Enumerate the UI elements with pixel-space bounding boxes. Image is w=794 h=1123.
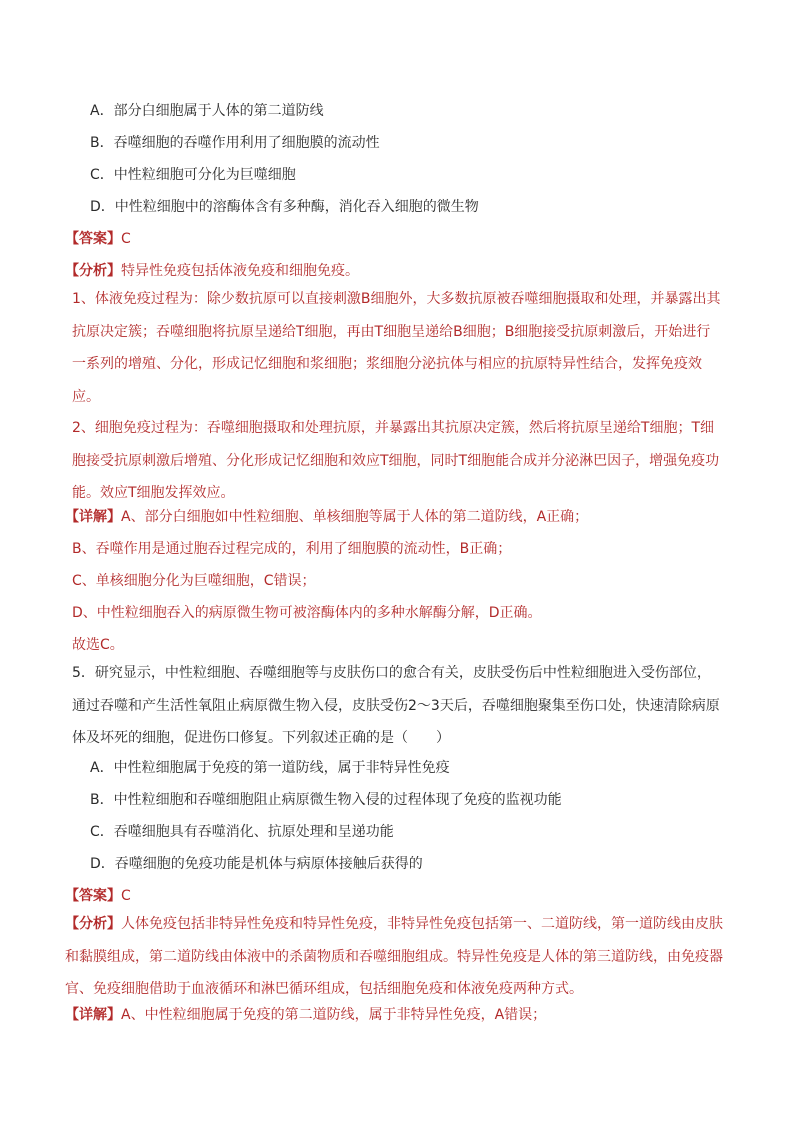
q4-option-a: A．部分白细胞属于人体的第二道防线 xyxy=(90,103,324,119)
q4-detail-b: B、吞噬作用是通过胞吞过程完成的，利用了细胞膜的流动性，B正确； xyxy=(72,541,512,557)
analysis-label: 【分析】 xyxy=(65,263,121,279)
q4-detail-a xyxy=(65,507,588,527)
q4-analysis-humoral: 1、体液免疫过程为：除少数抗原可以直接刺激B细胞外，大多数抗原被吞噬细胞摄取和处理，并暴露出其抗原决定簇；吞噬细胞将抗原呈递给T细胞，再由T细胞呈递给B细胞；B细胞接受抗原刺激后，开始进行一系列的增殖、分化，形成记忆细胞和浆细胞；浆细胞分泌抗体与相应的抗原特异性结合，发挥免疫效应。 xyxy=(72,291,721,405)
answer-value: C xyxy=(121,888,131,904)
q4-answer xyxy=(65,229,131,249)
q4-detail-d: D、中性粒细胞吞入的病原微生物可被溶酶体内的多种水解酶分解，D正确。 xyxy=(72,605,542,621)
q4-option-d: D．中性粒细胞中的溶酶体含有多种酶，消化吞入细胞的微生物 xyxy=(90,199,479,215)
q4-analysis-heading xyxy=(65,261,359,281)
detail-a-text: A、部分白细胞如中性粒细胞、单核细胞等属于人体的第二道防线，A正确； xyxy=(121,509,589,525)
q4-option-b: B．吞噬细胞的吞噬作用利用了细胞膜的流动性 xyxy=(90,135,380,151)
answer-value: C xyxy=(121,231,131,247)
q4-option-c: C．中性粒细胞可分化为巨噬细胞 xyxy=(90,167,296,183)
q5-detail-a xyxy=(65,1005,546,1025)
q5-answer xyxy=(65,886,131,906)
analysis-label: 【分析】 xyxy=(65,916,121,932)
q5-option-a: A．中性粒细胞属于免疫的第一道防线，属于非特异性免疫 xyxy=(90,760,450,776)
analysis-text: 人体免疫包括非特异性免疫和特异性免疫，非特异性免疫包括第一、二道防线，第一道防线由皮肤和黏膜组成，第二道防线由体液中的杀菌物质和吞噬细胞组成。特异性免疫是人体的第三道防线，由免疫器官、免疫细胞借助于血液循环和淋巴循环组成，包括细胞免疫和体液免疫两种方式。 xyxy=(65,916,723,997)
q4-conclusion: 故选C。 xyxy=(72,637,124,653)
detail-label: 【详解】 xyxy=(65,509,121,525)
q4-analysis-cellular: 2、细胞免疫过程为：吞噬细胞摄取和处理抗原，并暴露出其抗原决定簇，然后将抗原呈递给T细胞；T细胞接受抗原刺激后增殖、分化形成记忆细胞和效应T细胞，同时T细胞能合成并分泌淋巴因子，增强免疫功能。效应T细胞发挥效应。 xyxy=(72,420,720,501)
detail-label: 【详解】 xyxy=(65,1007,121,1023)
q5-option-c: C．吞噬细胞具有吞噬消化、抗原处理和呈递功能 xyxy=(90,824,394,840)
analysis-intro: 特异性免疫包括体液免疫和细胞免疫。 xyxy=(121,263,359,279)
q5-stem: 5．研究显示，中性粒细胞、吞噬细胞等与皮肤伤口的愈合有关，皮肤受伤后中性粒细胞进入受伤部位，通过吞噬和产生活性氧阻止病原微生物入侵，皮肤受伤2～3天后，吞噬细胞聚集至伤口处，快速清除病原体及坏死的细胞，促进伤口修复。下列叙述正确的是（ ） xyxy=(72,665,720,746)
q5-option-d: D．吞噬细胞的免疫功能是机体与病原体接触后获得的 xyxy=(90,856,423,872)
answer-label: 【答案】 xyxy=(65,888,121,904)
q5-option-b: B．中性粒细胞和吞噬细胞阻止病原微生物入侵的过程体现了免疫的监视功能 xyxy=(90,792,562,808)
q5-analysis xyxy=(65,908,724,1006)
detail-a-text: A、中性粒细胞属于免疫的第二道防线，属于非特异性免疫，A错误； xyxy=(121,1007,547,1023)
q4-detail-c: C、单核细胞分化为巨噬细胞，C错误； xyxy=(72,573,316,589)
answer-label: 【答案】 xyxy=(65,231,121,247)
